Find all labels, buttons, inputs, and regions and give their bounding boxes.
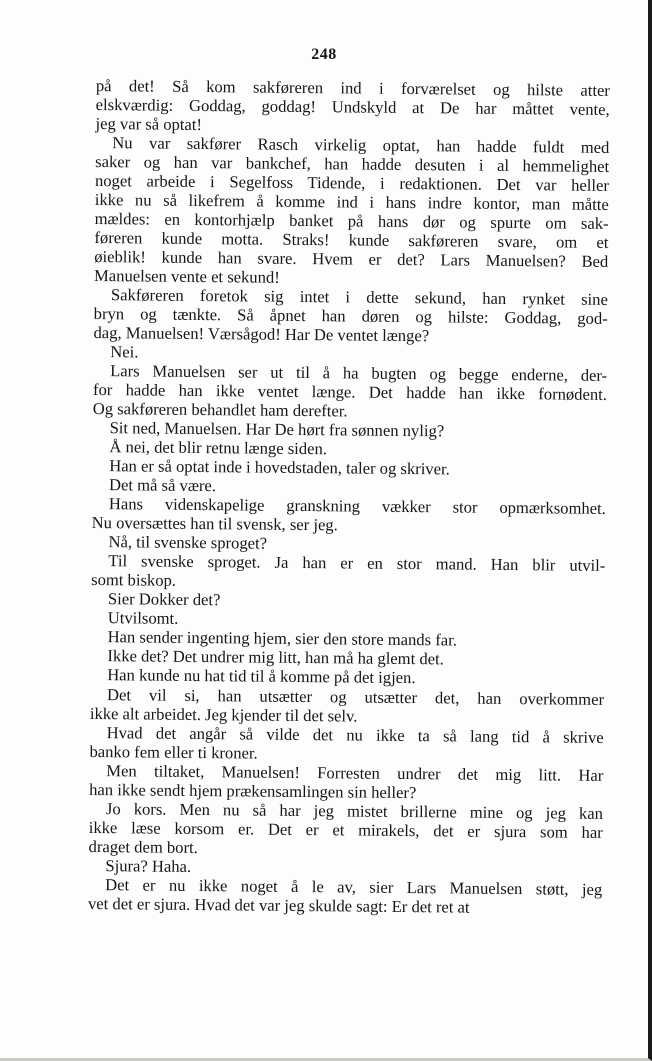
paragraph bbox=[93, 361, 608, 423]
paragraph bbox=[90, 684, 604, 727]
text-line: Han kunde nu hat tid til å komme på det igjen. bbox=[107, 665, 416, 688]
text-line: Nei. bbox=[110, 342, 139, 362]
text-line: Hans videnskapelige granskning vækker stor opmærksomhet. bbox=[108, 494, 606, 519]
text-line: Og sakføreren behandlet ham derefter. bbox=[92, 399, 348, 421]
paragraph bbox=[89, 799, 604, 861]
paragraph bbox=[95, 76, 610, 138]
text-line: ikke læse korsom er. Det er et mirakels, det er sjura som har bbox=[88, 817, 603, 842]
text-line: Nu var sakfører Rasch virkelig optat, han hadde fuldt med bbox=[112, 133, 610, 157]
paragraph bbox=[91, 551, 605, 594]
text-line: Sakføreren foretok sig intet i dette sekund, han rynket sine bbox=[110, 285, 608, 310]
text-line: Jo kors. Men nu så har jeg mistet brillerne mine og jeg kan bbox=[105, 798, 604, 823]
text-line: Sjura? Haha. bbox=[105, 855, 192, 876]
paragraph bbox=[93, 285, 608, 347]
text-line: Ikke det? Det undrer mig litt, han må ha glemt det. bbox=[107, 646, 444, 669]
text-line: føreren kunde motta. Straks! kunde sakføreren svare, om et bbox=[94, 228, 609, 253]
text-line: saker og han var bankchef, han hadde desuten i al hemmelighet bbox=[95, 152, 610, 176]
text-line: elskværdig: Goddag, goddag! Undskyld at De har måttet vente, bbox=[95, 95, 610, 119]
text-line: Å nei, det blir retnu længe siden. bbox=[109, 437, 328, 459]
text-line: banko fem eller ti kroner. bbox=[89, 741, 258, 763]
text-line: på det! Så kom sakføreren ind i forværelset og hilste atter bbox=[95, 76, 610, 100]
text-line: Lars Manuelsen ser ut til å ha bugten og begge enderne, der- bbox=[110, 361, 608, 386]
text-line: ikke nu så likefrem å komme ind i hans indre kontor, man måtte bbox=[94, 190, 609, 215]
text-line: Nå, til svenske sproget? bbox=[108, 532, 268, 554]
text-line: Sier Dokker det? bbox=[107, 589, 221, 610]
text-line: Utvilsomt. bbox=[107, 608, 179, 629]
text-line: Det er nu ikke noget å le av, sier Lars Manuelsen støtt, jeg bbox=[105, 874, 603, 899]
text-line: vet det er sjura. Hvad det var jeg skulde sagt: Er det ret at bbox=[87, 893, 470, 917]
text-line: Men tiltaket, Manuelsen! Forresten undrer det mig litt. Har bbox=[106, 760, 604, 785]
paragraph bbox=[89, 723, 603, 766]
text-line: Det må så være. bbox=[108, 475, 217, 496]
text-line: draget dem bort. bbox=[88, 836, 198, 857]
text-line: øieblik! kunde han svare. Hvem er det? Lars Manuelsen? Bed bbox=[94, 247, 609, 272]
paragraph bbox=[89, 761, 603, 804]
text-line: Til svenske sproget. Ja han er en stor mand. Han blir utvil- bbox=[108, 551, 606, 576]
text-line: han ikke sendt hjem prækensamlingen sin heller? bbox=[89, 779, 417, 802]
text-line: noget arbeide i Segelfoss Tidende, i redaktionen. Det var heller bbox=[94, 171, 610, 196]
text-line: somt biskop. bbox=[91, 570, 177, 591]
text-line: Han er så optat inde i hovedstaden, taler og skriver. bbox=[109, 456, 450, 479]
text-line: Nu oversættes han til svensk, ser jeg. bbox=[91, 513, 338, 535]
page-number: 248 bbox=[311, 46, 337, 63]
body-text bbox=[88, 76, 610, 918]
paragraph bbox=[92, 494, 606, 537]
text-line: Sit ned, Manuelsen. Har De hørt fra sønnen nylig? bbox=[109, 418, 445, 441]
text-line: bryn og tænkte. Så åpnet han døren og hilste: Goddag, god- bbox=[93, 304, 608, 329]
paragraph bbox=[94, 133, 609, 290]
text-line: mældes: en kontorhjælp banket på hans dør og spurte om sak- bbox=[94, 209, 609, 234]
text-line: for hadde han ikke ventet længe. Det hadde han ikke fornødent. bbox=[92, 380, 608, 405]
text-line: Manuelsen vente et sekund! bbox=[93, 266, 280, 287]
paragraph bbox=[88, 875, 602, 918]
text-line: Hvad det angår så vilde det nu ikke ta så lang tid å skrive bbox=[106, 722, 604, 747]
text-line: Det vil si, han utsætter og utsætter det, han overkommer bbox=[106, 684, 605, 709]
text-line: Han sender ingenting hjem, sier den store mands far. bbox=[107, 627, 457, 650]
text-line: dag, Manuelsen! Værsågod! Har De ventet længe? bbox=[93, 323, 430, 346]
text-line: ikke alt arbeidet. Jeg kjender til det selv. bbox=[89, 703, 358, 726]
text-line: jeg var så optat! bbox=[95, 114, 203, 135]
